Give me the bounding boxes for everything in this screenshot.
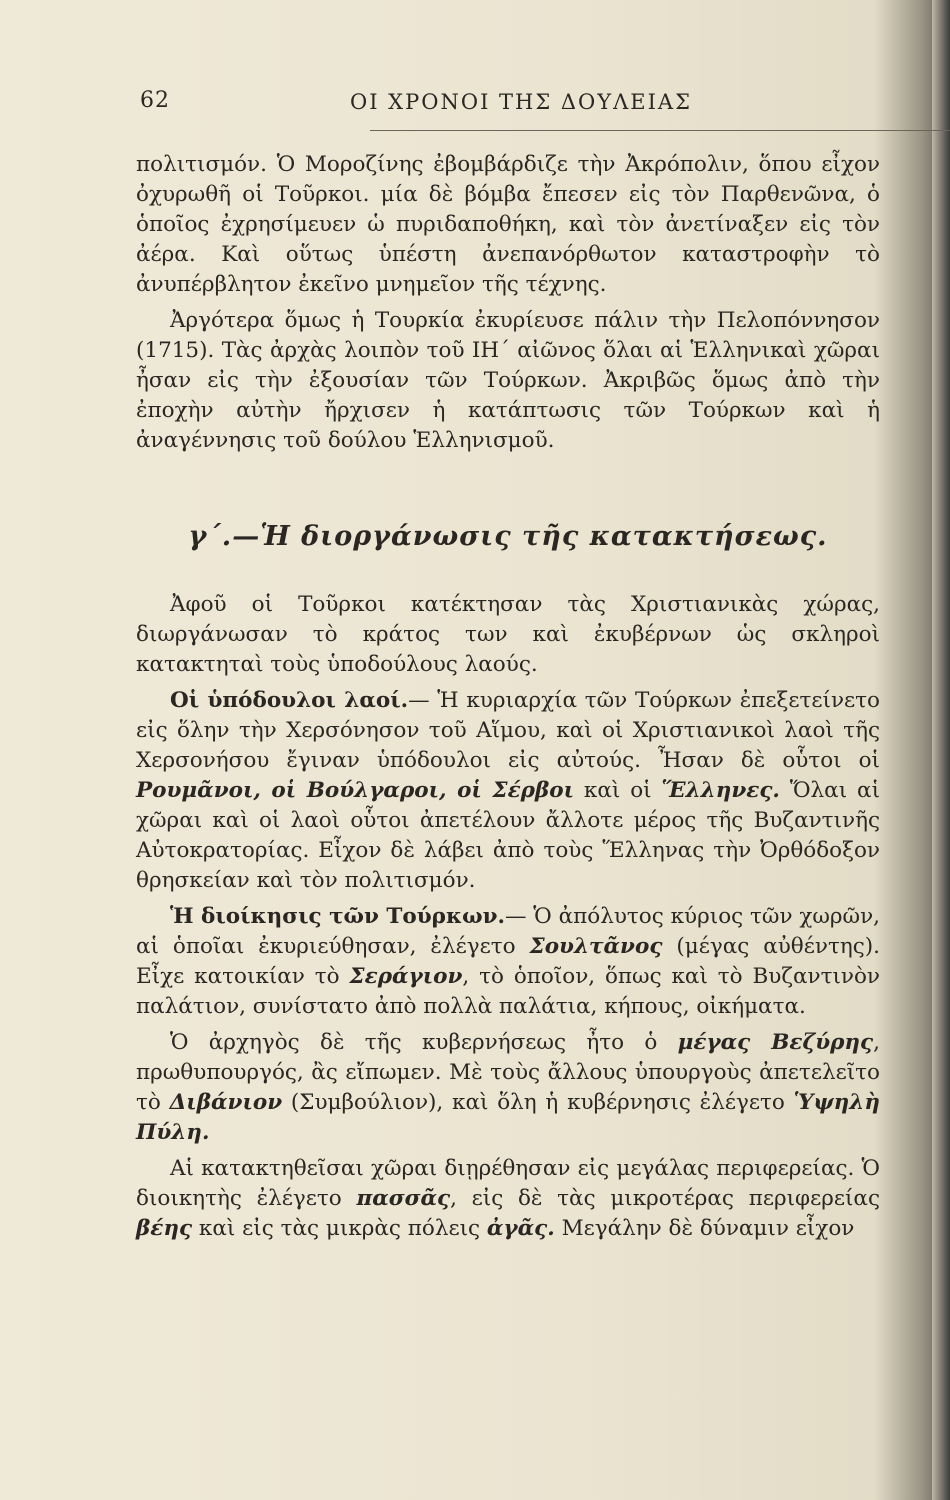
- paragraph-lead: Ἡ διοίκησις τῶν Τούρκων.: [170, 904, 505, 929]
- header-rule: [370, 130, 950, 131]
- running-title: ΟΙ ΧΡΟΝΟΙ ΤΗΣ ΔΟΥΛΕΙΑΣ: [350, 90, 692, 114]
- page-number: 62: [140, 88, 170, 113]
- paragraph-continuation: πολιτισμόν. Ὁ Μοροζίνης ἐβομβάρδιζε τὴν Ἀκρόπολιν, ὅπου εἶχον ὀχυρωθῆ οἱ Τοῦρκοι. μία δὲ βόμβα ἔπεσεν εἰς τὸν Παρθενῶνα, ὁ ὁποῖος ἐχρησίμευεν ὡ πυριδαποθήκη, καὶ τὸν ἀνετίναξεν εἰς τὸν ἀέρα. Καὶ οὕτως ὑπέστη ἀνεπανόρθωτον καταστροφὴν τὸ ἀνυπέρβλητον ἐκεῖνο μνημεῖον τῆς τέχνης.: [136, 152, 880, 297]
- keyword: βέης: [136, 1216, 193, 1241]
- paragraph-administration: [136, 902, 880, 1022]
- text-run: Ὅλαι αἱ χῶραι καὶ οἱ λαοὶ οὗτοι ἀπετέλουν ἄλλοτε μέρος τῆς Βυζαντινῆς Αὐτοκρατορίας. Εἶχον δὲ λάβει ἀπὸ τοὺς Ἕλληνας τὴν Ὀρθόδοξον θρησκείαν καὶ τὸν πολιτισμόν.: [136, 778, 881, 893]
- section-heading: γ΄.—Ἡ διοργάνωσις τῆς κατακτήσεως.: [188, 521, 828, 552]
- page-header: [140, 88, 880, 128]
- page-body: [136, 150, 880, 1250]
- paragraph-provinces: [136, 1154, 880, 1244]
- paragraph: Ἀφοῦ οἱ Τοῦρκοι κατέκτησαν τὰς Χριστιανικὰς χώρας, διωργάνωσαν τὸ κράτος των καὶ ἐκυβέρνων ὡς σκληροὶ κατακτηταὶ τοὺς ὑποδούλους λαούς.: [136, 592, 880, 677]
- text-run: — Ἡ κυριαρχία τῶν Τούρκων ἐπεξετείνετο εἰς ὅλην τὴν Χερσόνησον τοῦ Αἵμου, καὶ οἱ Χριστιανικοὶ λαοὶ τῆς Χερσονήσου ἔγιναν ὑπόδουλοι εἰς αὐτούς. Ἦσαν δὲ οὗτοι οἱ: [136, 688, 880, 773]
- keyword: Ρουμᾶνοι, οἱ Βούλγαροι, οἱ Σέρβοι: [136, 778, 574, 803]
- keyword: Ὑψηλὴ Πύλη.: [136, 1090, 880, 1145]
- text-run: Μεγάλην δὲ δύναμιν εἶχον: [554, 1216, 855, 1241]
- keyword: Ἕλληνες.: [661, 778, 780, 803]
- paragraph: Ἀργότερα ὅμως ἡ Τουρκία ἐκυρίευσε πάλιν τὴν Πελοπόννησον (1715). Τὰς ἀρχὰς λοιπὸν τοῦ ΙΗ΄ αἰῶνος ὅλαι αἱ Ἑλληνικαὶ χῶραι ἦσαν εἰς τὴν ἐξουσίαν τῶν Τούρκων. Ἀκριβῶς ὅμως ἀπὸ τὴν ἐποχὴν αὐτὴν ἤρχισεν ἡ κατάπτωσις τῶν Τούρκων καὶ ἡ ἀναγέννησις τοῦ δούλου Ἑλληνισμοῦ.: [136, 308, 880, 453]
- keyword: πασσᾶς: [356, 1186, 451, 1211]
- keyword: Σεράγιον: [349, 964, 463, 989]
- text-run: — Ὁ ἀπόλυτος κύριος τῶν χωρῶν, αἱ ὁποῖαι ἐκυριεύθησαν, ἐλέγετο: [136, 904, 880, 959]
- keyword: ἀγᾶς.: [486, 1216, 555, 1241]
- keyword: Σουλτᾶνος: [529, 934, 663, 959]
- text-run: Ὁ ἀρχηγὸς δὲ τῆς κυβερνήσεως ἦτο ὁ: [170, 1030, 678, 1055]
- keyword: μέγας Βεζύρης: [677, 1030, 874, 1055]
- text-run: , τὸ ὁποῖον, ὅπως καὶ τὸ Βυζαντινὸν παλάτιον, συνίστατο ἀπὸ πολλὰ παλάτια, κήπους, οἰκήματα.: [136, 964, 880, 1019]
- text-run: , εἰς δὲ τὰς μικροτέρας περιφερείας: [450, 1186, 880, 1211]
- text-run: καὶ οἱ: [573, 778, 662, 803]
- paragraph-subjugated-peoples: [136, 686, 880, 896]
- keyword: Διβάνιον: [169, 1090, 283, 1115]
- text-run: (μέγας αὐθέντης). Εἶχε κατοικίαν τὸ: [136, 934, 881, 989]
- text-run: (Συμβούλιον), καὶ ὅλη ἡ κυβέρνησις ἐλέγετο: [282, 1090, 794, 1115]
- text-run: Αἱ κατακτηθεῖσαι χῶραι διῃρέθησαν εἰς μεγάλας περιφερείας. Ὁ διοικητὴς ἐλέγετο: [136, 1156, 880, 1211]
- text-run: , πρωθυπουργός, ἂς εἴπωμεν. Μὲ τοὺς ἄλλους ὑπουργοὺς ἀπετελεῖτο τὸ: [136, 1030, 880, 1115]
- paragraph-government: [136, 1028, 880, 1148]
- paragraph-lead: Οἱ ὑπόδουλοι λαοί.: [170, 688, 409, 713]
- text-run: καὶ εἰς τὰς μικρὰς πόλεις: [192, 1216, 487, 1241]
- book-spine-edge: [932, 0, 950, 1500]
